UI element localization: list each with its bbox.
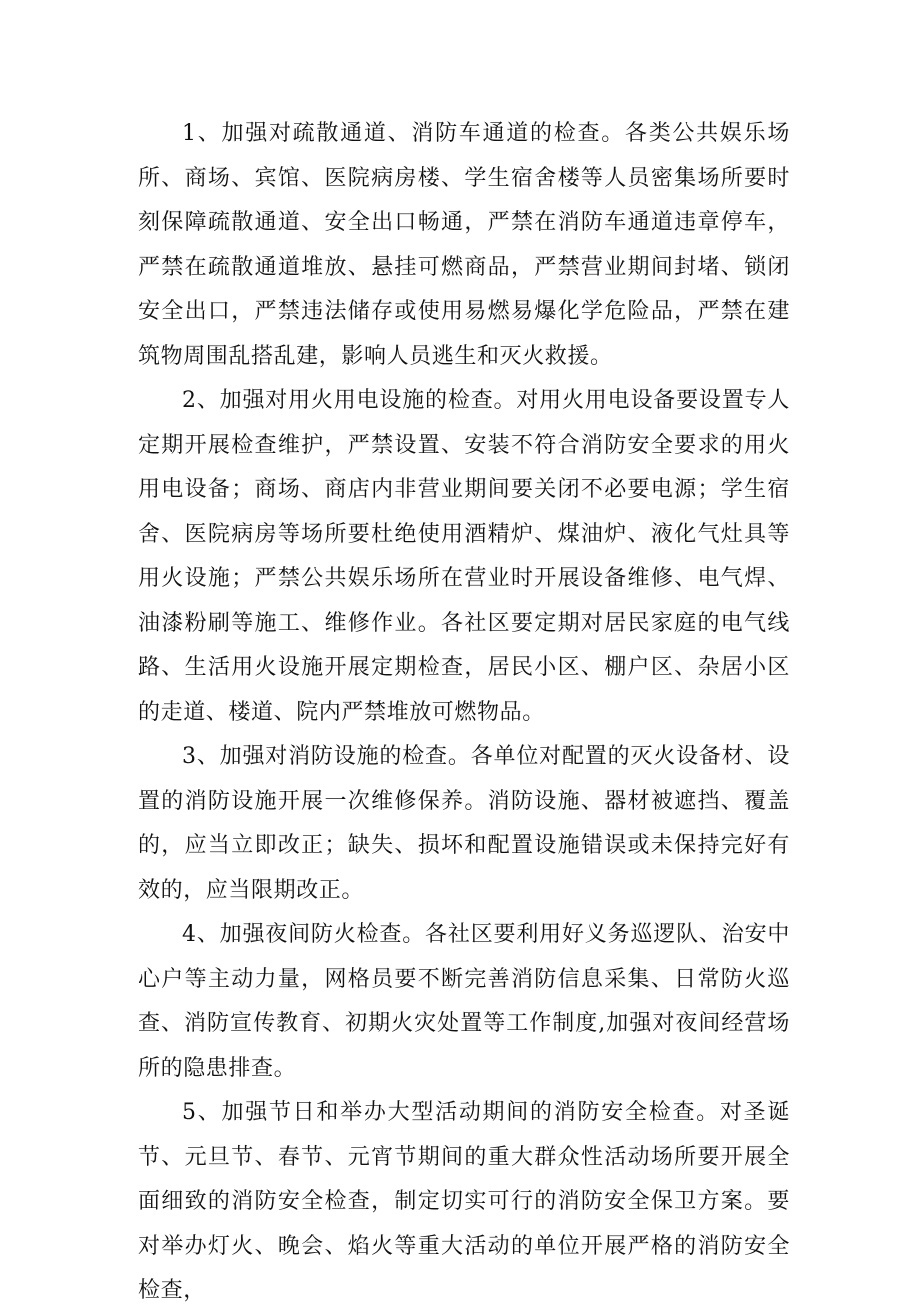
paragraph-5: 5、加强节日和举办大型活动期间的消防安全检查。对圣诞节、元旦节、春节、元宵节期间的重大群众性活动场所要开展全面细致的消防安全检查，制定切实可行的消防安全保卫方案。要对举办灯火、晚会、焰火等重大活动的单位开展严格的消防安全检查，: [138, 1100, 790, 1303]
document-body: [138, 112, 790, 1314]
paragraph-3: 3、加强对消防设施的检查。各单位对配置的灭火设备材、设置的消防设施开展一次维修保养。消防设施、器材被遮挡、覆盖的，应当立即改正；缺失、损坏和配置设施错误或未保持完好有效的，应当限期改正。: [138, 744, 790, 903]
paragraph-4: 4、加强夜间防火检查。各社区要利用好义务巡逻队、治安中心户等主动力量，网格员要不断完善消防信息采集、日常防火巡查、消防宣传教育、初期火灾处置等工作制度,加强对夜间经营场所的隐患排查。: [138, 922, 790, 1081]
paragraph-1: 1、加强对疏散通道、消防车通道的检查。各类公共娱乐场所、商场、宾馆、医院病房楼、学生宿舍楼等人员密集场所要时刻保障疏散通道、安全出口畅通，严禁在消防车通道违章停车，严禁在疏散通道堆放、悬挂可燃商品，严禁营业期间封堵、锁闭安全出口，严禁违法储存或使用易燃易爆化学危险品，严禁在建筑物周围乱搭乱建，影响人员逃生和灭火救援。: [138, 121, 790, 369]
paragraph-2: 2、加强对用火用电设施的检查。对用火用电设备要设置专人定期开展检查维护，严禁设置、安装不符合消防安全要求的用火用电设备；商场、商店内非营业期间要关闭不必要电源；学生宿舍、医院病房等场所要杜绝使用酒精炉、煤油炉、液化气灶具等用火设施；严禁公共娱乐场所在营业时开展设备维修、电气焊、油漆粉刷等施工、维修作业。各社区要定期对居民家庭的电气线路、生活用火设施开展定期检查，居民小区、棚户区、杂居小区的走道、楼道、院内严禁堆放可燃物品。: [138, 388, 790, 725]
